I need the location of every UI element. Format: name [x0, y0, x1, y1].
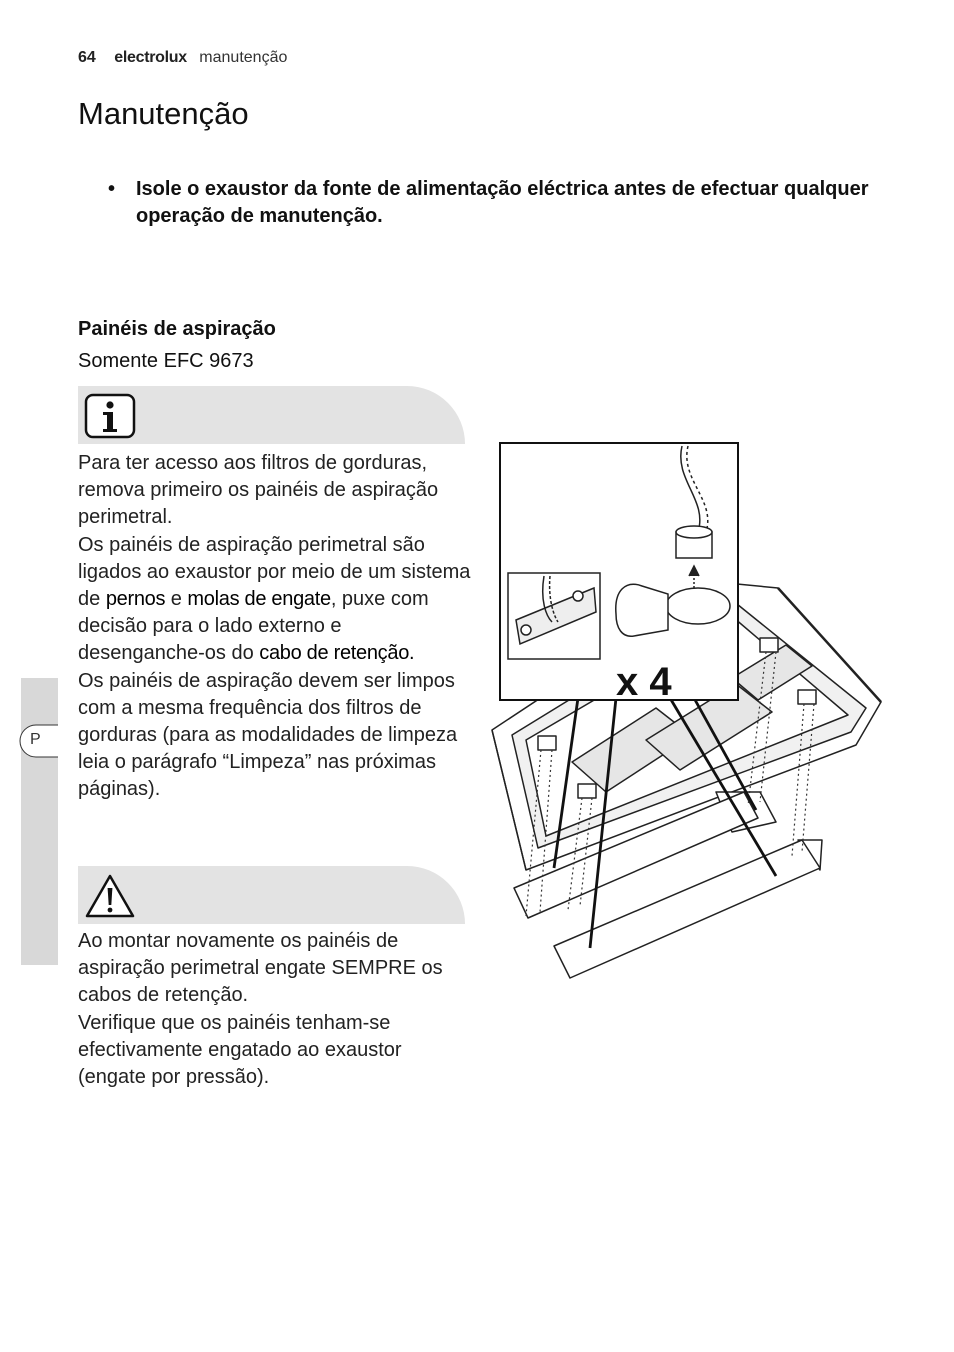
page-title: Manutenção — [78, 96, 249, 131]
section-name: manutenção — [199, 49, 288, 66]
info-sentence-2b: e — [165, 588, 188, 611]
language-side-tab — [21, 678, 58, 965]
term-molas-de-engate: molas de engate — [187, 588, 331, 611]
info-note-text — [78, 450, 473, 804]
page-number: 64 — [78, 49, 96, 66]
warning-bullet-text: Isole o exaustor da fonte de alimentação eléctrica antes de efectuar qualquer operação de manutenção. — [136, 178, 869, 227]
multiplier-label: x 4 — [616, 660, 672, 704]
language-tab-label: P — [30, 731, 41, 748]
info-icon — [84, 392, 136, 440]
info-sentence-1: Para ter acesso aos filtros de gorduras, remova primeiro os painéis de aspiração perimetral. — [78, 452, 439, 529]
info-sentence-2a: Os painéis de aspiração perimetral são ligados ao exaustor por meio de um sistema de — [78, 533, 471, 611]
term-cabo-de-retencao: cabo de retenção. — [259, 642, 415, 665]
hood-panel-illustration — [486, 440, 886, 985]
term-pernos: pernos — [105, 588, 166, 611]
info-sentence-2c: , puxe com decisão para o lado externo e desenganche-os do — [78, 588, 429, 665]
info-sentence-3: Os painéis de aspiração devem ser limpos com a mesma frequência dos filtros de gorduras (para as modalidades de limpeza leia o parágrafo “Limpeza” nas próximas páginas). — [78, 669, 458, 801]
info-note-bar — [78, 386, 465, 444]
warning-sentence-2: Verifique que os painéis tenham-se efectivamente engatado ao exaustor (engate por pressão). — [78, 1011, 402, 1089]
subsection-heading: Painéis de aspiração — [78, 318, 276, 340]
warning-triangle-icon — [84, 872, 136, 920]
bullet-dot: • — [108, 178, 116, 200]
warning-note-bar — [78, 866, 465, 924]
model-note: Somente EFC 9673 — [78, 350, 254, 372]
warning-bullet — [108, 176, 888, 230]
page-header — [78, 49, 287, 67]
brand-name: electrolux — [114, 49, 187, 66]
warning-sentence-1: Ao montar novamente os painéis de aspiração perimetral engate SEMPRE os cabos de retenção. — [78, 930, 443, 1007]
warning-note-text — [78, 928, 473, 1091]
